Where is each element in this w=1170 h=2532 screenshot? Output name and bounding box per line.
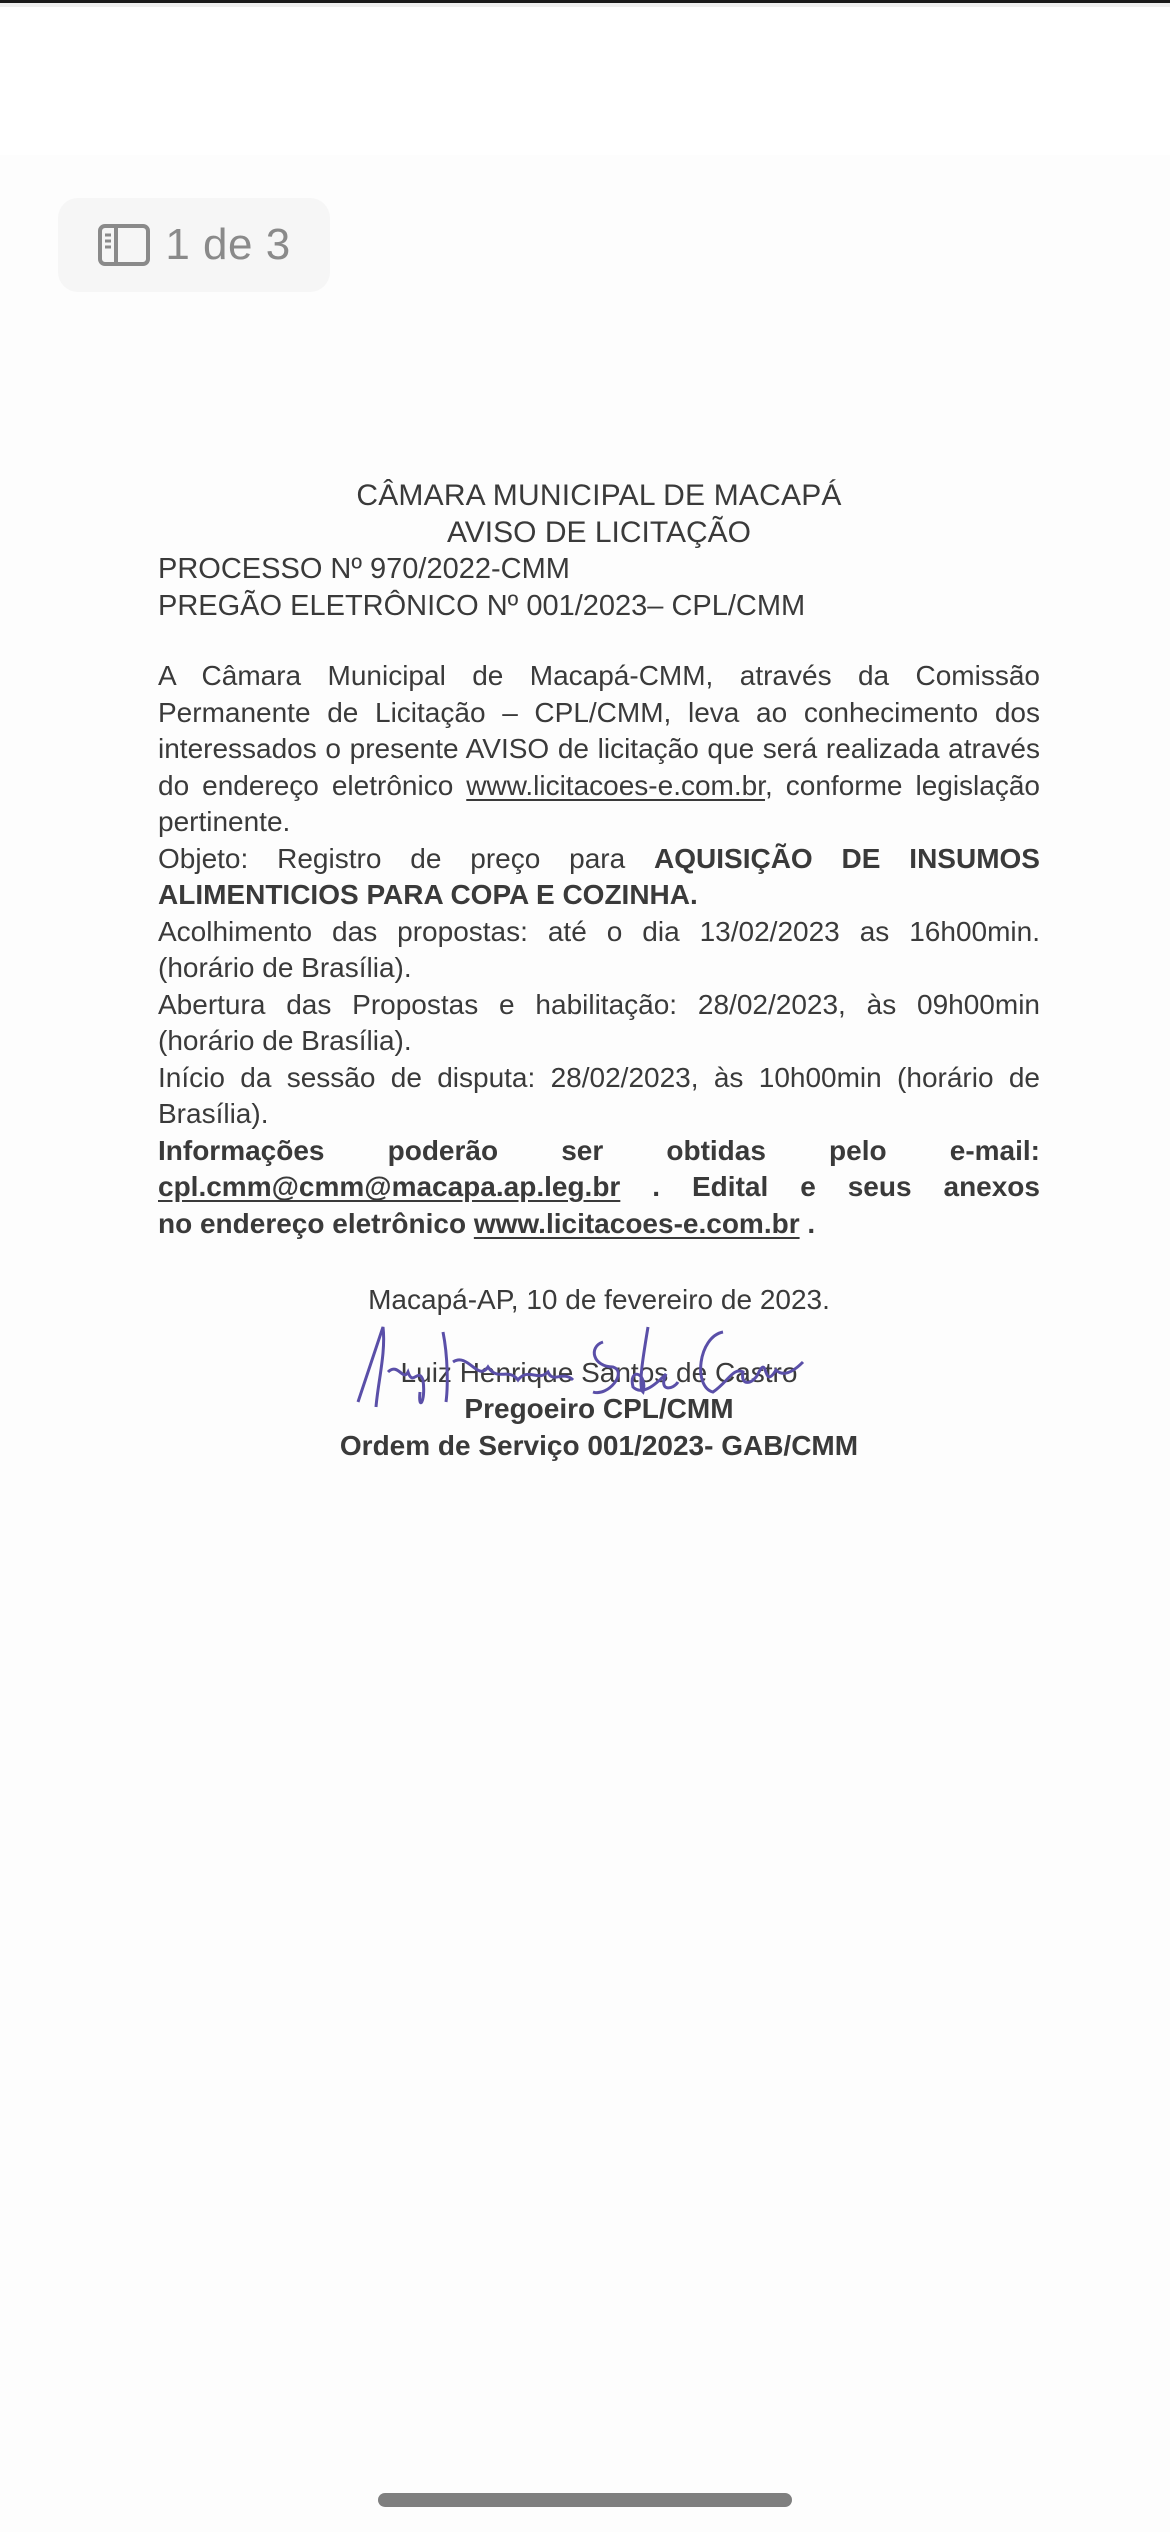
place-date: Macapá-AP, 10 de fevereiro de 2023.	[368, 1284, 830, 1315]
info-line-3	[158, 1206, 1040, 1243]
objeto-description: AQUISIÇÃO DE INSUMOS ALIMENTICIOS PARA COPA E COZINHA.	[158, 842, 1040, 910]
signer-order: Ordem de Serviço 001/2023- GAB/CMM	[339, 1429, 859, 1461]
info-middle: . Edital e seus anexos	[620, 1171, 1040, 1202]
intro-paragraph	[158, 658, 1040, 841]
sidebar-icon	[97, 223, 151, 267]
info-line-2	[158, 1169, 1040, 1206]
intro-tail: , conforme legislação pertinente.	[158, 769, 1040, 837]
page-indicator-button[interactable]	[58, 198, 330, 292]
abertura-line: Abertura das Propostas e habilitação: 28/02/2023, às 09h00min (horário de Brasília).	[158, 988, 1040, 1056]
signer-role: Pregoeiro CPL/CMM	[464, 1393, 734, 1424]
top-edge-shadow	[0, 3, 1170, 7]
info-line-1: Informações poderão ser obtidas pelo e-mail:	[158, 1134, 1040, 1166]
objeto-paragraph	[158, 841, 1040, 914]
home-indicator[interactable]	[378, 2493, 792, 2507]
inicio-line: Início da sessão de disputa: 28/02/2023, às 10h00min (horário de Brasília).	[158, 1061, 1040, 1129]
info-line3-prefix: no endereço eletrônico	[158, 1207, 474, 1239]
document-content	[158, 478, 1040, 1464]
header-institution: CÂMARA MUNICIPAL DE MACAPÁ	[356, 479, 842, 512]
info-website-link[interactable]: www.licitacoes-e.com.br	[473, 1207, 800, 1239]
handwritten-signature	[348, 1312, 808, 1422]
intro-link[interactable]: www.licitacoes-e.com.br	[466, 769, 766, 801]
pregao-number: PREGÃO ELETRÔNICO Nº 001/2023– CPL/CMM	[158, 589, 806, 622]
signature-block	[158, 1282, 1040, 1464]
intro-text: A Câmara Municipal de Macapá-CMM, através da Comissão Permanente de Licitação – CPL/CMM, leva ao conhecimento dos interessados o presente AVISO de licitação que será realizada através do endereço eletrônico	[158, 660, 1040, 801]
objeto-label: Objeto: Registro de preço para	[158, 842, 655, 874]
info-tail: .	[799, 1207, 816, 1239]
header-title: AVISO DE LICITAÇÃO	[447, 515, 751, 549]
acolhimento-line: Acolhimento das propostas: até o dia 13/02/2023 as 16h00min. (horário de Brasília).	[158, 915, 1040, 983]
info-email-link[interactable]: cpl.cmm@cmm@macapa.ap.leg.br	[158, 1171, 621, 1202]
processo-number: PROCESSO Nº 970/2022-CMM	[158, 553, 570, 585]
page-indicator-label: 1 de 3	[165, 220, 291, 269]
signer-name: Luiz Henrique Santos de Castro	[400, 1356, 798, 1388]
